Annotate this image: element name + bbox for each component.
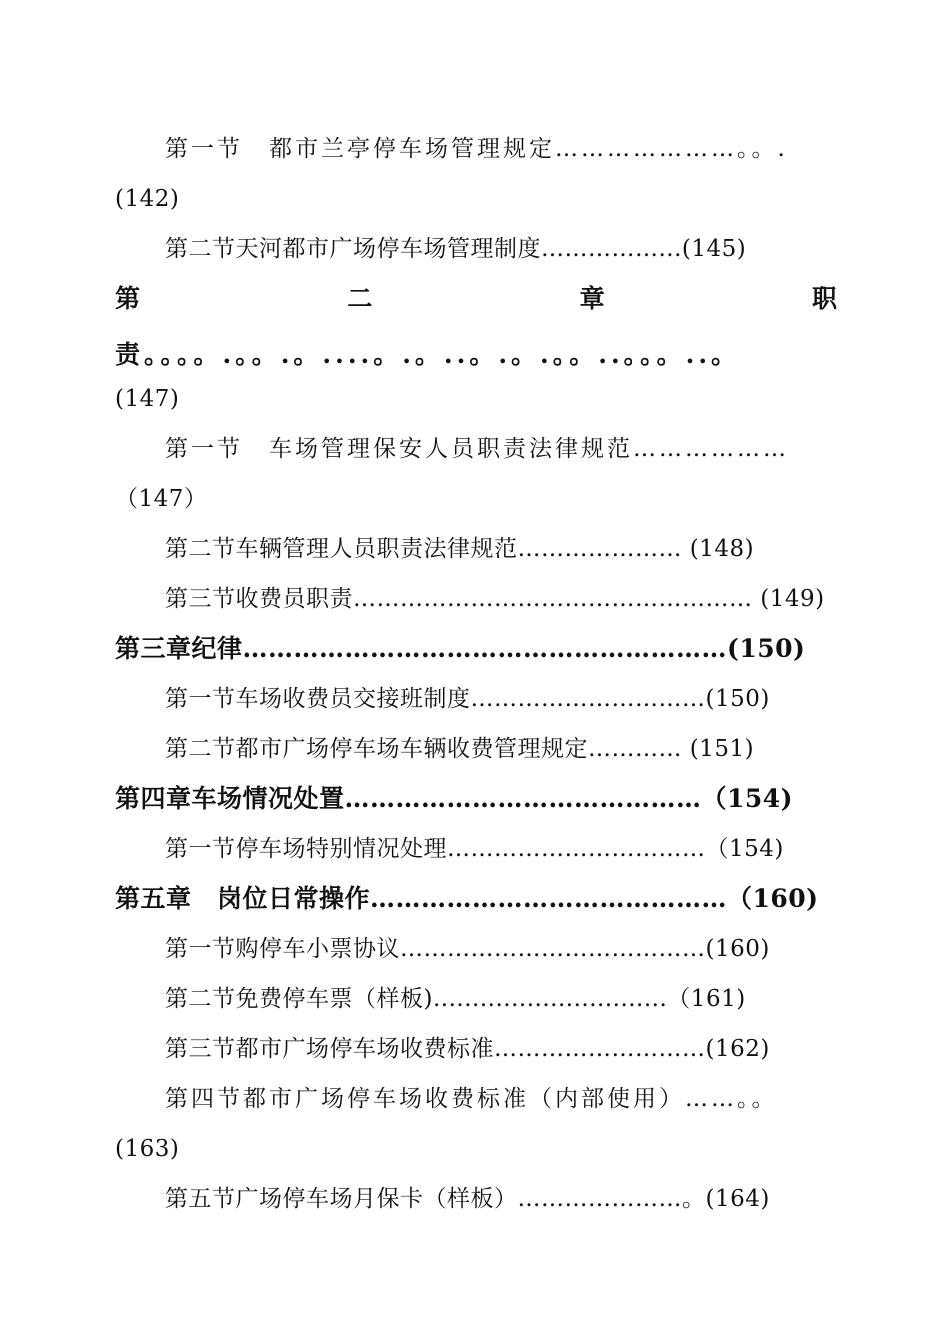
toc-page-number: (147) [115, 386, 180, 412]
chapter-word: 第 [115, 284, 141, 313]
toc-page-number: (163) [115, 1136, 180, 1162]
chapter-word: 职 [811, 284, 837, 313]
toc-entry: 第二节免费停车票（样板)..............................（161) [165, 986, 746, 1012]
toc-entry: 第五节广场停车场月保卡（样板）…………………。(164) [165, 1186, 770, 1212]
toc-entry: 第二节车辆管理人员职责法律规范………………… (148) [165, 536, 755, 562]
toc-entry: 第一节 车场管理保安人员职责法律规范……………… [165, 436, 789, 462]
chapter-heading-spread [115, 284, 837, 314]
toc-entry: 第一节车场收费员交接班制度…………………………(150) [165, 686, 770, 712]
toc-entry: 第四节都市广场停车场收费标准（内部使用）……。。 [165, 1086, 778, 1112]
toc-entry: 第一节 都市兰亭停车场管理规定…………………。。. [165, 136, 788, 162]
toc-entry: 第二节天河都市广场停车场管理制度……………...(145) [165, 236, 747, 262]
chapter-word: 章 [579, 284, 605, 313]
chapter-heading: 第五章 岗位日常操作……………………………………（160) [115, 884, 819, 913]
toc-page-number: (142) [115, 186, 180, 212]
chapter-heading: 第三章纪律…………………………………………………(150) [115, 634, 806, 663]
toc-page-number: （147） [115, 486, 208, 512]
toc-entry: 第二节都市广场停车场车辆收费管理规定………… (151) [165, 736, 755, 762]
chapter-heading: 责。。。。.。。.。....。.。..。.。.。。..。。。..。 [115, 340, 741, 369]
chapter-heading: 第四章车场情况处置……………………………………（154) [115, 784, 794, 813]
toc-entry: 第三节都市广场停车场收费标准………………………(162) [165, 1036, 770, 1062]
toc-entry: 第三节收费员职责…………………………………………… (149) [165, 586, 825, 612]
toc-entry: 第一节购停车小票协议…………………………………(160) [165, 936, 770, 962]
toc-entry: 第一节停车场特别情况处理……………………………（154) [165, 836, 784, 862]
chapter-word: 二 [347, 284, 373, 313]
